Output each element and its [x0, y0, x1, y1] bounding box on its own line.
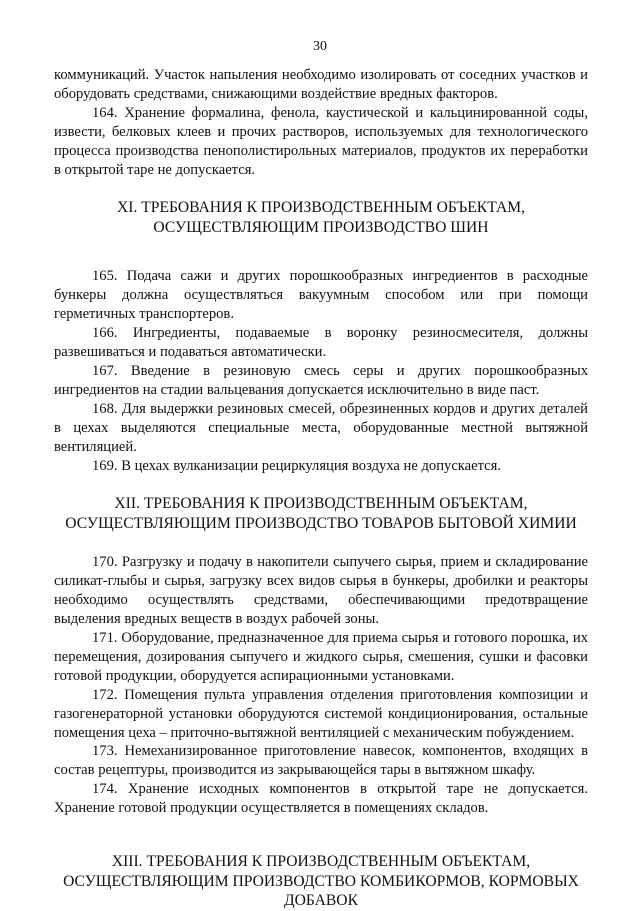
paragraph-169: 169. В цехах вулканизации рециркуляция воздуха не допускается. [92, 457, 502, 474]
section-heading-xiii [54, 852, 588, 911]
paragraph-174: 174. Хранение исходных компонентов в открытой таре не допускается. Хранение готовой продукции осуществляется в помещениях складов. [54, 781, 588, 817]
section-heading-xii-line1: XII. ТРЕБОВАНИЯ К ПРОИЗВОДСТВЕННЫМ ОБЪЕКТАМ, [114, 495, 528, 513]
section-heading-xii-line2: ОСУЩЕСТВЛЯЮЩИМ ПРОИЗВОДСТВО ТОВАРОВ БЫТОВОЙ ХИМИИ [65, 514, 577, 532]
paragraph-166: 166. Ингредиенты, подаваемые в воронку резиносмесителя, должны развешиваться и подаваться автоматически. [54, 325, 588, 361]
section-heading-xii [54, 494, 588, 533]
section-heading-xi-line1: XI. ТРЕБОВАНИЯ К ПРОИЗВОДСТВЕННЫМ ОБЪЕКТАМ, [117, 199, 525, 217]
paragraph-167: 167. Введение в резиновую смесь серы и других порошкообразных ингредиентов на стадии вальцевания допускается исключительно в виде паст. [54, 362, 588, 398]
paragraph-165: 165. Подача сажи и других порошкообразных ингредиентов в расходные бункеры должна осуществляться вакуумным способом или при помощи герметичных транспортеров. [54, 268, 588, 323]
section-heading-xi [54, 198, 588, 237]
paragraph-170: 170. Разгрузку и подачу в накопители сыпучего сырья, прием и складирование силикат-глыбы и сырья, загрузку всех видов сырья в бункеры, дробилки и реакторы необходимо осуществлять средствами, обеспечивающими предотвращение выделения вредных веществ в воздух рабочей зоны. [54, 554, 588, 628]
paragraph-168: 168. Для выдержки резиновых смесей, обрезиненных кордов и других деталей в цехах выделяются специальные места, оборудованные местной вытяжной вентиляцией. [54, 400, 588, 455]
paragraph-continuation: коммуникаций. Участок напыления необходимо изолировать от соседних участков и оборудовать средствами, снижающими воздействие вредных факторов. [54, 67, 588, 102]
section-heading-xiii-line1: XIII. ТРЕБОВАНИЯ К ПРОИЗВОДСТВЕННЫМ ОБЪЕКТАМ, [111, 853, 531, 871]
document-body [54, 66, 588, 911]
page-number: 30 [313, 39, 327, 54]
paragraph-171: 171. Оборудование, предназначенное для приема сырья и готового порошка, их перемещения, дозирования сыпучего и жидкого сырья, смешения, сушки и фасовки готовой продукции, оборудуется аспирационными установками. [54, 630, 588, 684]
section-heading-xiii-line2: ОСУЩЕСТВЛЯЮЩИМ ПРОИЗВОДСТВО КОМБИКОРМОВ, КОРМОВЫХ [63, 872, 579, 890]
paragraph-173: 173. Немеханизированное приготовление навесок, компонентов, входящих в состав рецептуры, производится из закрывающейся тары в вытяжном шкафу. [54, 743, 588, 779]
section-heading-xiii-line3: ДОБАВОК [284, 892, 358, 910]
paragraph-172: 172. Помещения пульта управления отделения приготовления композиции и газогенераторной установки оборудуются системой кондиционирования, остальные помещения цеха – приточно-вытяжной вентиляцией с механическим побуждением. [54, 686, 588, 741]
paragraph-164: 164. Хранение формалина, фенола, каустической и кальцинированной соды, извести, белковых клеев и прочих растворов, используемых для технологического процесса производства пенополистирольных материалов, продуктов их переработки в открытой таре не допускается. [54, 104, 588, 178]
section-heading-xi-line2: ОСУЩЕСТВЛЯЮЩИМ ПРОИЗВОДСТВО ШИН [153, 218, 489, 236]
